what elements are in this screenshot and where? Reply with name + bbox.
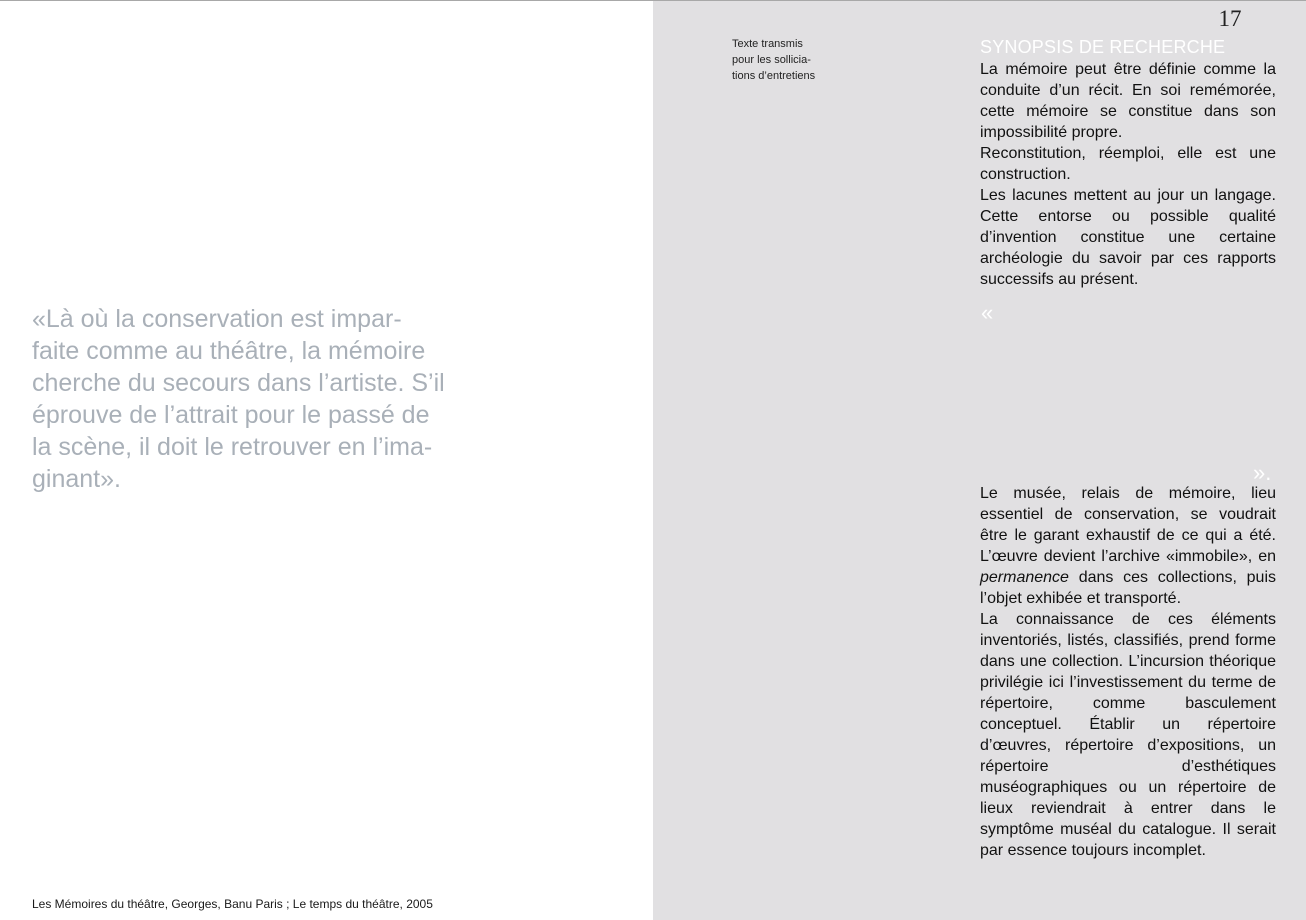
close-quote-mark: ». [1253,460,1272,485]
side-note: Texte transmis pour les sollicia- tions d’entretiens [732,38,816,82]
paragraph: Les lacunes mettent au jour un langage. Cette entorse ou possible qualité d’invention constitue une certaine archéologie du savoir par ces rapports successifs au présent. [980,187,1276,288]
paragraph-part: Le musée, relais de mémoire, lieu essentiel de conservation, se voudrait être le garant exhaustif de ce qui a été. L’œuvre devient l’archive «immobile», en [980,485,1276,565]
paragraph-part: dans ces collections, puis l’objet exhibée et transporté. [980,569,1276,607]
pull-quote: «Là où la conservation est impar- faite comme au théâtre, la mémoire cherche du secours dans l’artiste. S’il éprouve de l’attrait pour le passé de la scène, il doit le retrouver en l’ima- ginant». [32,305,445,493]
synopsis-text-bottom [980,483,1276,861]
right-page [653,1,1306,920]
paragraph [980,483,1276,609]
page-number: 17 [1218,6,1242,31]
open-quote-mark: « [981,300,994,325]
paragraph: La connaissance de ces éléments inventoriés, listés, classifiés, prend forme dans une collection. L’incursion théorique privilégie ici l’investissement du terme de répertoire, comme basculement conceptuel. Établir un répertoire d’œuvres, répertoire d’expositions, un répertoire d’esthétiques muséographiques ou un répertoire de lieux reviendrait à entrer dans le symptôme muséal du catalogue. Il serait par essence toujours incomplet. [980,611,1276,859]
left-page [0,1,653,920]
italic-term: permanence [980,569,1069,586]
section-title: SYNOPSIS DE RECHERCHE [980,37,1226,57]
quote-citation: Les Mémoires du théâtre, Georges, Banu Paris ; Le temps du théâtre, 2005 [32,897,433,911]
paragraph: Reconstitution, réemploi, elle est une construction. [980,145,1276,183]
synopsis-text-top [980,59,1276,290]
paragraph: La mémoire peut être définie comme la conduite d’un récit. En soi remémorée, cette mémoire se constitue dans son impossibilité propre. [980,61,1276,141]
